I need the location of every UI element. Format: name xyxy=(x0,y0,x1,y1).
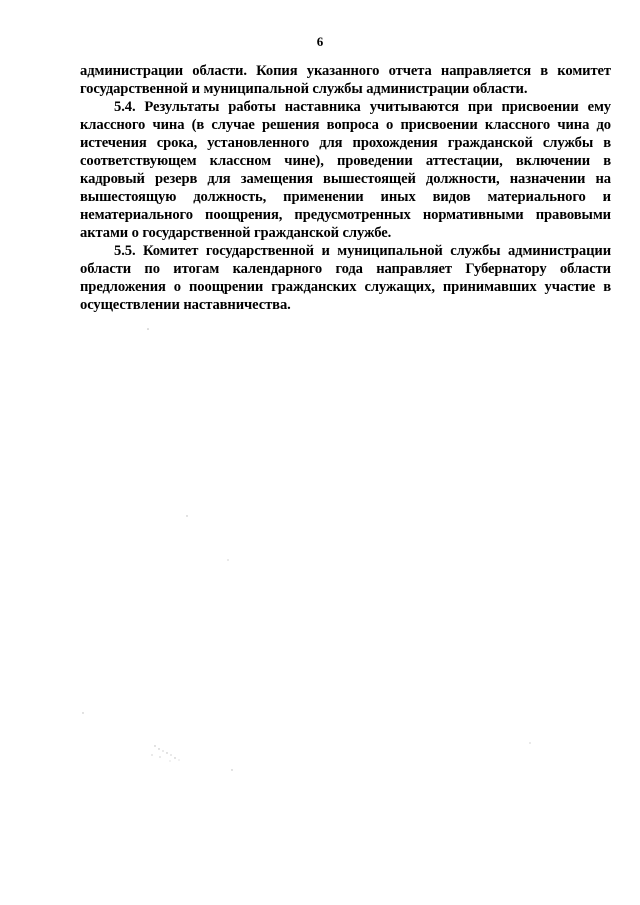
page-number: 6 xyxy=(316,34,324,49)
scan-noise-group xyxy=(82,328,530,771)
paragraph-continuation: администрации области. Копия указанного отчета направляется в комитет государственной и муниципальной службы администрации области. xyxy=(80,63,611,97)
paragraph-item-5-5: 5.5. Комитет государственной и муниципальной службы администрации области по итогам календарного года направляет Губернатору области предложения о поощрении гражданских служащих, принимавших участие в осуществлении наставничества. xyxy=(80,243,611,313)
document-body xyxy=(80,62,611,314)
paragraph-item-5-4: 5.4. Результаты работы наставника учитываются при присвоении ему классного чина (в случае решения вопроса о присвоении классного чина до истечения срока, установленного для прохождения гражданской службы в соответствующем классном чине), проведении аттестации, включении в кадровый резерв для замещения вышестоящей должности, назначении на вышестоящую должность, применении иных видов материального и нематериального поощрения, предусмотренных нормативными правовыми актами о государственной гражданской службе. xyxy=(80,99,611,241)
